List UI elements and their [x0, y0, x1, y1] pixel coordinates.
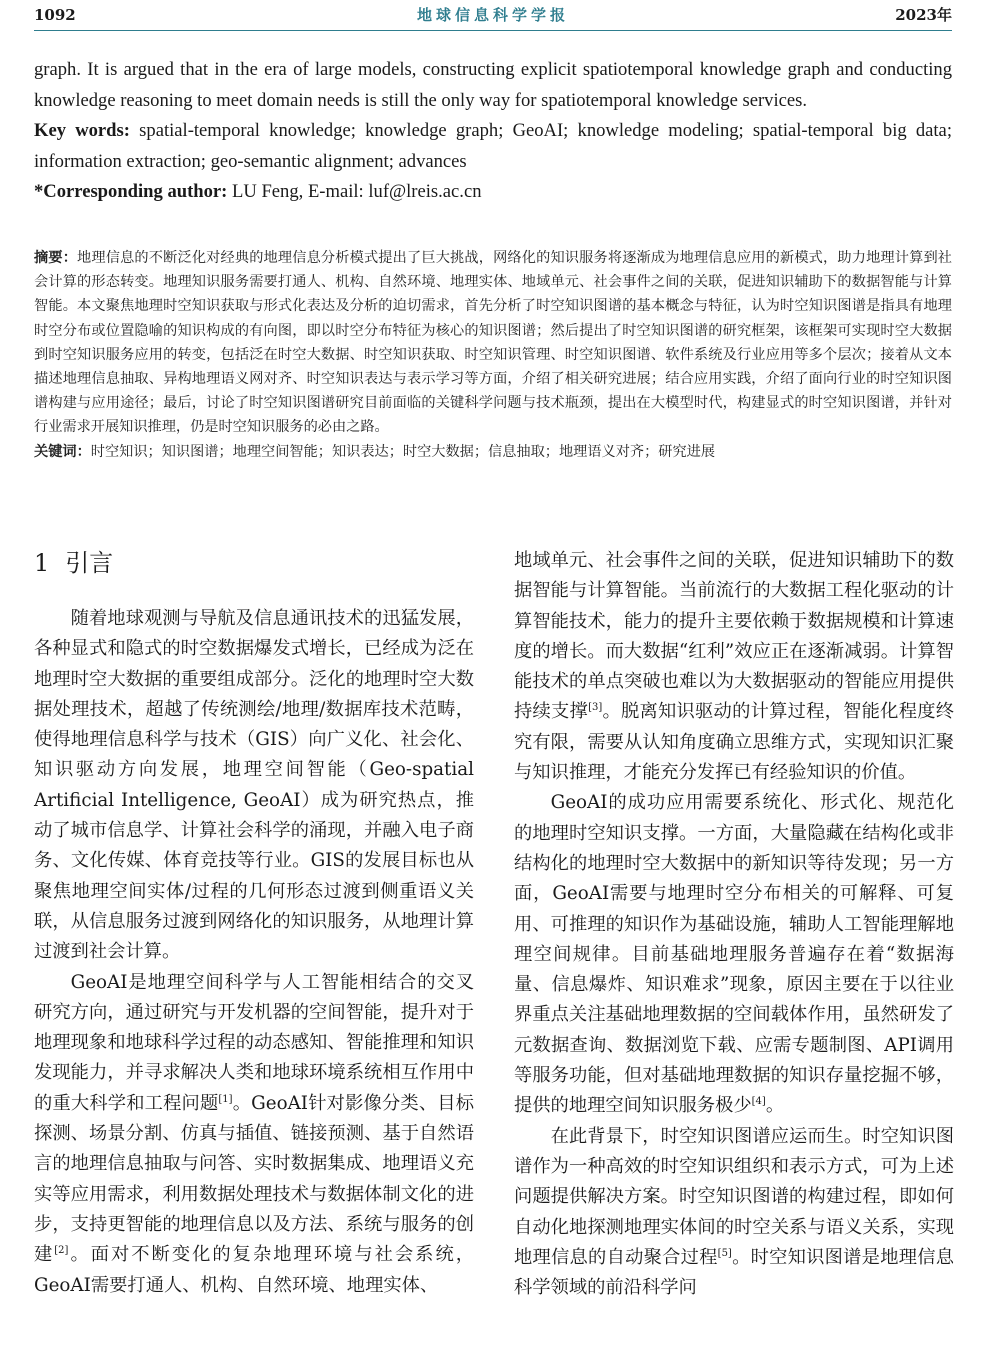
paragraph-text: 在此背景下，时空知识图谱应运而生。时空知识图谱作为一种高效的时空知识组织和表示方式，可为上述问题提供解决方案。时空知识图谱的构建过程，即如何自动化地探测地理实体间的时空关系与语义关系，实现地理信息的自动聚合过程: [514, 1125, 954, 1268]
corresponding-author-label: *Corresponding author:: [34, 181, 228, 202]
publication-year: 2023年: [895, 6, 952, 24]
intro-paragraph-2-continued: [514, 546, 954, 788]
section-heading: [34, 548, 474, 578]
section-title: 引言: [65, 549, 114, 577]
chinese-keywords: [34, 440, 952, 464]
left-column: [34, 540, 474, 1301]
corresponding-author: [34, 177, 952, 208]
english-abstract-tail: graph. It is argued that in the era of large models, constructing explicit spatiotemporal knowledge graph and conducting knowledge reasoning to meet domain needs is still the only way for spatiotemporal knowledge services.: [34, 59, 952, 111]
page-number: 1092: [34, 6, 76, 24]
chinese-abstract-text: 地理信息的不断泛化对经典的地理信息分析模式提出了巨大挑战，网络化的知识服务将逐渐成为地理信息应用的新模式，助力地理计算到社会计算的形态转变。地理知识服务需要打通人、机构、自然环境、地理实体、地域单元、社会事件之间的关联，促进知识辅助下的数据智能与计算智能。本文聚焦地理时空知识获取与形式化表达及分析的迫切需求，首先分析了时空知识图谱的基本概念与特征，认为时空知识图谱是指具有地理时空分布或位置隐喻的知识构成的有向图，即以时空分布特征为核心的知识图谱；然后提出了时空知识图谱的研究框架，该框架可实现时空大数据到时空知识服务应用的转变，包括泛在时空大数据、时空知识获取、时空知识管理、时空知识图谱、软件系统及行业应用等多个层次；接着从文本描述地理信息抽取、异构地理语义网对齐、时空知识表达与表示学习等方面，介绍了相关研究进展；结合应用实践，介绍了面向行业的时空知识图谱构建与应用途径；最后，讨论了时空知识图谱研究目前面临的关键科学问题与技术瓶颈，提出在大模型时代，构建显式的时空知识图谱，并针对行业需求开展知识推理，仍是时空知识服务的必由之路。: [34, 250, 952, 436]
citation-ref-4: [4]: [751, 1096, 766, 1108]
journal-title: 地球信息科学学报: [416, 6, 569, 24]
chinese-abstract-block: [34, 246, 952, 464]
english-keywords-text: spatial-temporal knowledge; knowledge graph; GeoAI; knowledge modeling; spatial-temporal big data; information extraction; geo-semantic alignment; advances: [34, 120, 952, 172]
english-keywords: [34, 116, 952, 177]
paragraph-text: 。时空知识图谱是地理信息科学领域的前沿科学问: [514, 1246, 955, 1299]
chinese-keywords-text: 时空知识；知识图谱；地理空间智能；知识表达；时空大数据；信息抽取；地理语义对齐；研究进展: [90, 443, 716, 460]
running-head: [34, 4, 952, 31]
intro-paragraph-3: [514, 788, 954, 1121]
paragraph-text: 。: [765, 1095, 785, 1117]
paragraph-text: 。GeoAI针对影像分类、目标探测、场景分割、仿真与插值、链接预测、基于自然语言的地理信息抽取与问答、实时数据集成、地理语义充实等应用需求，利用数据处理技术与数据体制文化的进步，支持更智能的地理信息以及方法、系统与服务的创建: [34, 1092, 474, 1266]
chinese-abstract: [34, 246, 952, 440]
english-keywords-label: Key words:: [34, 120, 130, 141]
citation-ref-1: [1]: [218, 1093, 233, 1105]
intro-paragraph-1: 随着地球观测与导航及信息通讯技术的迅猛发展，各种显式和隐式的时空数据爆发式增长，已经成为泛在地理时空大数据的重要组成部分。泛化的地理时空大数据处理技术，超越了传统测绘/地理/数据库技术范畴，使得地理信息科学与技术（GIS）向广义化、社会化、知识驱动方向发展，地理空间智能（Geo-spatial Artificial Intelligence, GeoAI）成为研究热点，推动了城市信息学、计算社会科学的涌现，并融入电子商务、文化传媒、体育竞技等行业。GIS的发展目标也从聚焦地理空间实体/过程的几何形态过渡到侧重语义关联，从信息服务过渡到网络化的知识服务，从地理计算过渡到社会计算。: [34, 608, 474, 963]
citation-ref-3: [3]: [588, 702, 603, 714]
english-abstract-block: [34, 55, 952, 208]
paragraph-text: 地域单元、社会事件之间的关联，促进知识辅助下的数据智能与计算智能。当前流行的大数据工程化驱动的计算智能技术，能力的提升主要依赖于数据规模和计算速度的增长。而大数据“红利”效应正在逐渐减弱。计算智能技术的单点突破也难以为大数据驱动的智能应用提供持续支撑: [514, 550, 954, 723]
chinese-keywords-label: 关键词：: [34, 443, 91, 460]
paragraph-text: 。脱离知识驱动的计算过程，智能化程度终究有限，需要从认知角度确立思维方式，实现知识汇聚与知识推理，才能充分发挥已有经验知识的价值。: [514, 701, 955, 784]
intro-paragraph-4: [514, 1122, 954, 1304]
right-column: [514, 546, 954, 1303]
citation-ref-2: [2]: [54, 1245, 69, 1257]
corresponding-author-text: LU Feng, E-mail: luf@lreis.ac.cn: [232, 181, 482, 202]
paragraph-text: 。面对不断变化的复杂地理环境与社会系统，GeoAI需要打通人、机构、自然环境、地理实体、: [34, 1244, 475, 1296]
paragraph-text: GeoAI是地理空间科学与人工智能相结合的交叉研究方向，通过研究与开发机器的空间智能，提升对于地理现象和地球科学过程的动态感知、智能推理和知识发现能力，并寻求解决人类和地球环境系统相互作用中的重大科学和工程问题: [34, 971, 474, 1114]
chinese-abstract-label: 摘要：: [34, 250, 78, 266]
citation-ref-5: [5]: [717, 1247, 732, 1259]
paragraph-text: GeoAI的成功应用需要系统化、形式化、规范化的地理时空知识支撑。一方面，大量隐藏在结构化或非结构化的地理时空大数据中的新知识等待发现；另一方面，GeoAI需要与地理时空分布相关的可解释、可复用、可推理的知识作为基础设施，辅助人工智能理解地理空间规律。目前基础地理服务普遍存在着“数据海量、信息爆炸、知识难求”现象，原因主要在于以往业界重点关注基础地理数据的空间载体作用，虽然研发了元数据查询、数据浏览下载、应需专题制图、API调用等服务功能，但对基础地理数据的知识存量挖掘不够，提供的地理空间知识服务极少: [514, 792, 954, 1117]
section-number: 1: [34, 549, 50, 577]
intro-paragraph-2: [34, 968, 474, 1301]
